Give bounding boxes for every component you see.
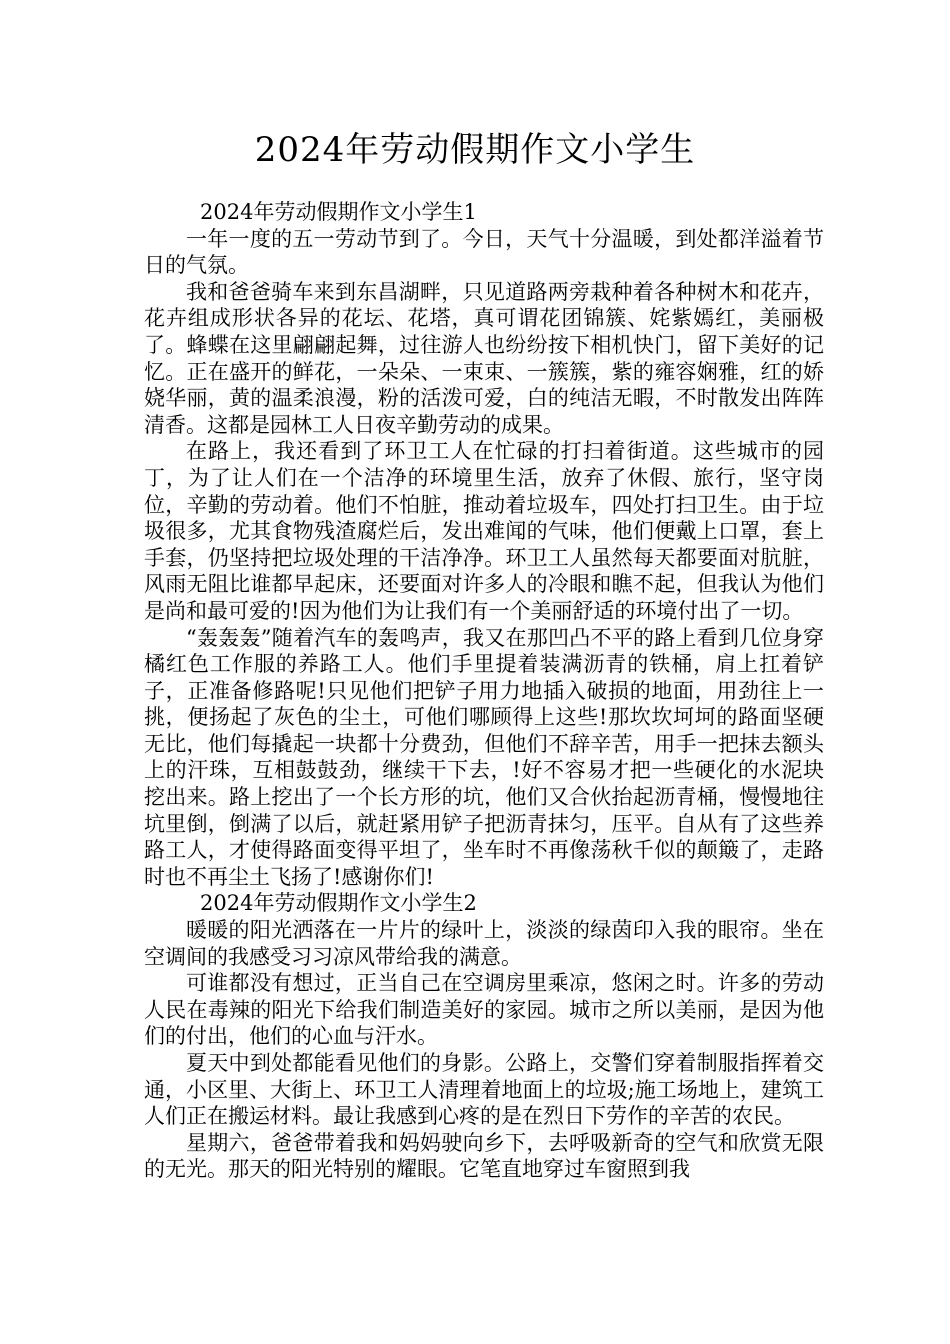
body-paragraph: 可谁都没有想过，正当自己在空调房里乘凉，悠闲之时。许多的劳动人民在毒辣的阳光下给我们制造美好的家园。城市之所以美丽，是因为他们的付出，他们的心血与汗水。	[144, 971, 824, 1049]
body-paragraph: 在路上，我还看到了环卫工人在忙碌的打扫着街道。这些城市的园丁，为了让人们在一个洁净的环境里生活，放弃了休假、旅行，坚守岗位，辛勤的劳动着。他们不怕脏，推动着垃圾车，四处打扫卫生。由于垃圾很多，尤其食物残渣腐烂后，发出难闻的气味，他们便戴上口罩，套上手套，仍坚持把垃圾处理的干洁净净。环卫工人虽然每天都要面对肮脏，风雨无阻比谁都早起床，还要面对许多人的冷眼和瞧不起，但我认为他们是尚和最可爱的!因为他们为让我们有一个美丽舒适的环境付出了一切。	[144, 439, 824, 623]
body-paragraph: 一年一度的五一劳动节到了。今日，天气十分温暖，到处都洋溢着节日的气氛。	[144, 226, 824, 278]
section-heading: 2024年劳动假期作文小学生2	[200, 891, 477, 916]
section-heading: 2024年劳动假期作文小学生1	[200, 200, 477, 224]
body-paragraph: 夏天中到处都能看见他们的身影。公路上，交警们穿着制服指挥着交通，小区里、大街上、环卫工人清理着地面上的垃圾;施工场地上，建筑工人们正在搬运材料。最让我感到心疼的是在烈日下劳作的辛苦的农民。	[144, 1051, 824, 1129]
document-body	[144, 199, 824, 1183]
body-paragraph: 暖暖的阳光洒落在一片片的绿叶上，淡淡的绿茵印入我的眼帘。坐在空调间的我感受习习凉风带给我的满意。	[144, 918, 824, 969]
body-paragraph: “轰轰轰”随着汽车的轰鸣声，我又在那凹凸不平的路上看到几位身穿橘红色工作服的养路工人。他们手里提着装满沥青的铁桶，肩上扛着铲子，正准备修路呢!只见他们把铲子用力地插入破损的地面，用劲往上一挑，便扬起了灰色的尘土，可他们哪顾得上这些!那坎坎坷坷的路面坚硬无比，他们每撬起一块都十分费劲，但他们不辞辛苦，用手一把抹去额头上的汗珠，互相鼓鼓劲，继续干下去，!好不容易才把一些硬化的水泥块挖出来。路上挖出了一个长方形的坑，他们又合伙抬起沥青桶，慢慢地往坑里倒，倒满了以后，就赶紧用铲子把沥青抹匀，压平。自从有了这些养路工人，才使得路面变得平坦了，坐车时不再像荡秋千似的颠簸了，走路时也不再尘土飞扬了!感谢你们!	[144, 625, 824, 889]
document-title: 2024年劳动假期作文小学生	[254, 130, 696, 170]
body-paragraph: 我和爸爸骑车来到东昌湖畔，只见道路两旁栽种着各种树木和花卉，花卉组成形状各异的花坛、花塔，真可谓花团锦簇、姹紫嫣红，美丽极了。蜂蝶在这里翩翩起舞，过往游人也纷纷按下相机快门，留下美好的记忆。正在盛开的鲜花，一朵朵、一束束、一簇簇，紫的雍容娴雅，红的娇娆华丽，黄的温柔浪漫，粉的活泼可爱，白的纯洁无暇，不时散发出阵阵清香。这都是园林工人日夜辛勤劳动的成果。	[144, 279, 824, 437]
body-paragraph: 星期六，爸爸带着我和妈妈驶向乡下，去呼吸新奇的空气和欣赏无限的无光。那天的阳光特别的耀眼。它笔直地穿过车窗照到我	[144, 1130, 824, 1182]
